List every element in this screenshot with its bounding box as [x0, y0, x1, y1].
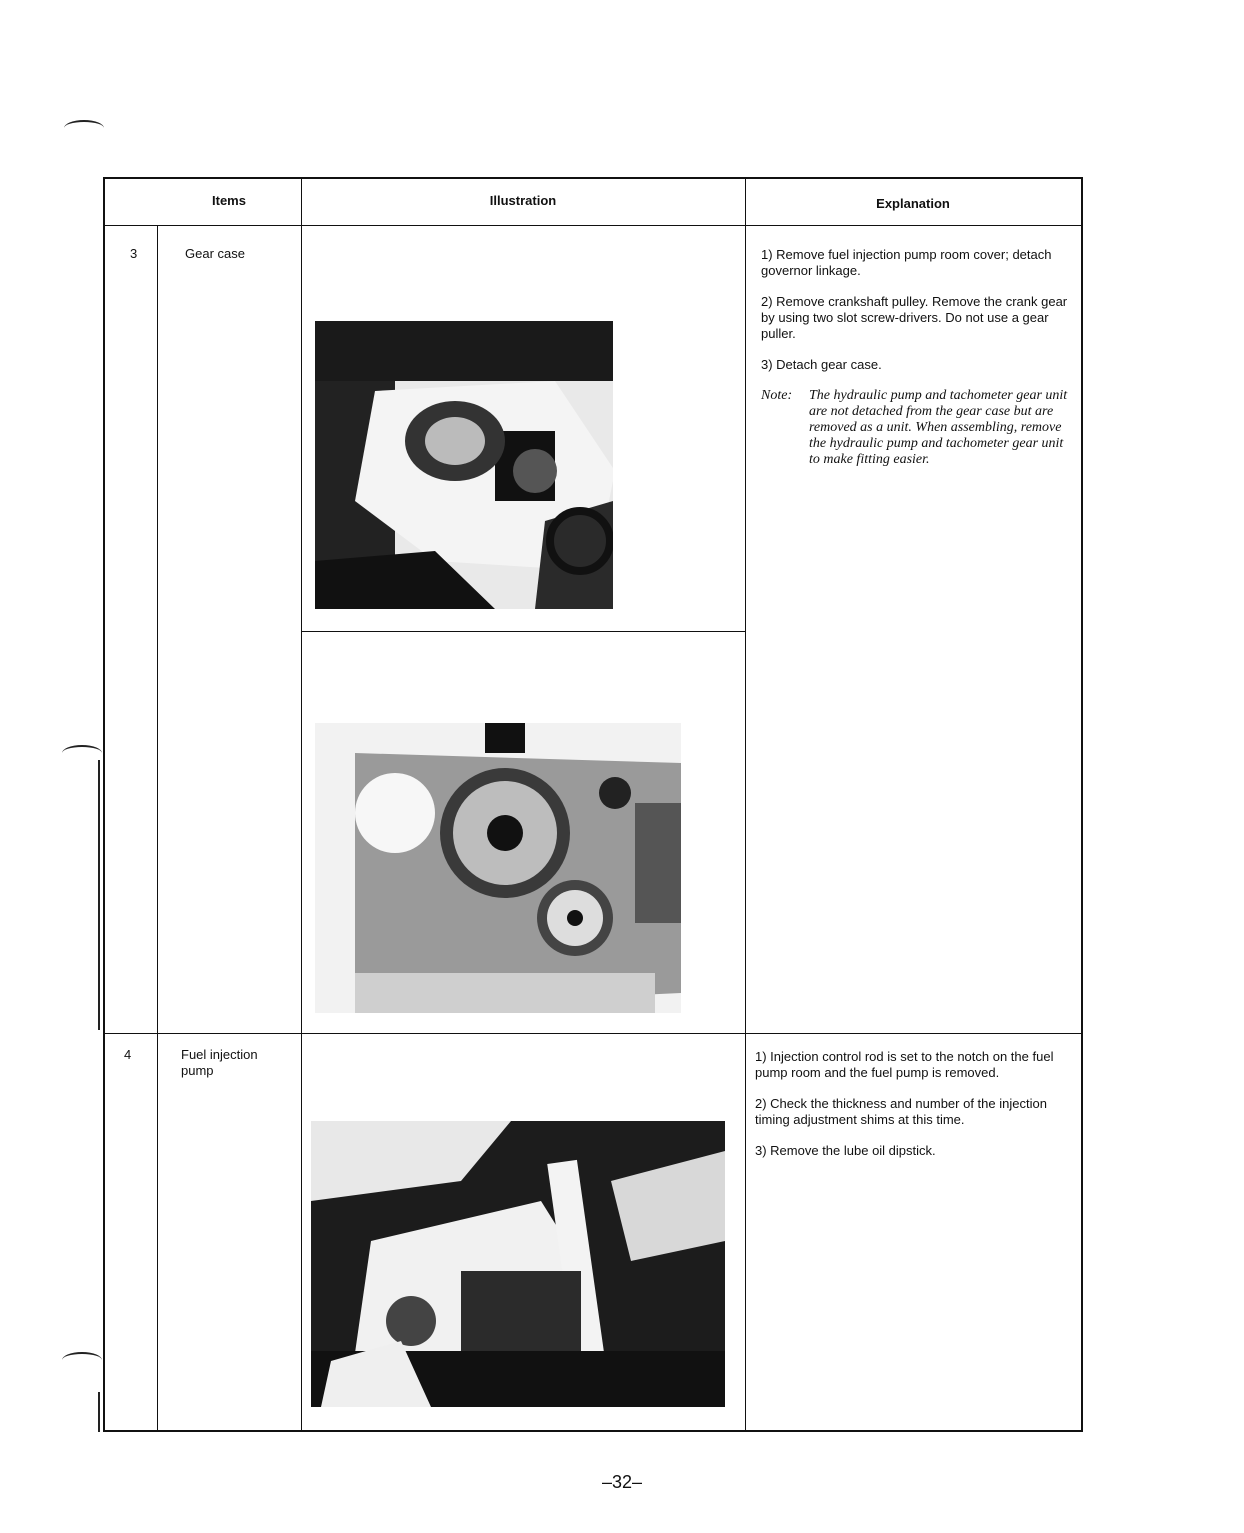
item-name: Fuel injection pump: [181, 1047, 258, 1078]
gear-case-photo: [315, 321, 613, 609]
explanation-step: 2) Check the thickness and number of the injection timing adjustment shims at this time.: [755, 1096, 1047, 1127]
header-divider: [105, 225, 1081, 226]
header-illustration: Illustration: [489, 193, 557, 208]
disassembly-table: [103, 177, 1083, 1432]
col-divider-items: [301, 179, 302, 1432]
binder-mark-top: [64, 120, 104, 136]
fuel-pump-photo: [311, 1121, 725, 1407]
binder-mark-middle: [62, 745, 102, 761]
col-divider-illustration: [745, 179, 746, 1432]
gear-train-photo-image: [315, 723, 681, 1013]
row-number: 4: [124, 1047, 132, 1062]
gear-train-photo: [315, 723, 681, 1013]
explanation-step: 3) Detach gear case.: [761, 357, 882, 372]
margin-rule-upper: [98, 760, 100, 1030]
col-divider-number: [157, 225, 158, 1432]
photo-divider: [301, 631, 745, 632]
item-name: Gear case: [185, 246, 245, 261]
note-text: The hydraulic pump and tachometer gear unit are not detached from the gear case but are removed as a unit. When assembling, remove the hydraulic pump and tachometer gear unit to make fitting easier.: [809, 388, 1068, 467]
explanation-step: 1) Injection control rod is set to the notch on the fuel pump room and the fuel pump is removed.: [755, 1049, 1054, 1080]
fuel-pump-photo-image: [311, 1121, 725, 1407]
gear-case-photo-image: [315, 321, 613, 609]
row-divider: [105, 1033, 1081, 1034]
header-items: Items: [212, 193, 246, 208]
explanation-list: [761, 247, 1071, 468]
explanation-list: [755, 1049, 1073, 1174]
header-explanation: Explanation: [876, 196, 950, 211]
note: [761, 388, 1071, 468]
note-label: Note:: [761, 388, 793, 403]
explanation-step: 3) Remove the lube oil dipstick.: [755, 1143, 936, 1158]
explanation-step: 2) Remove crankshaft pulley. Remove the crank gear by using two slot screw-drivers. Do not use a gear puller.: [761, 294, 1068, 341]
explanation-step: 1) Remove fuel injection pump room cover; detach governor linkage.: [761, 247, 1052, 278]
margin-rule-lower: [98, 1392, 100, 1432]
row-number: 3: [130, 246, 138, 261]
page-number: –32–: [601, 1472, 643, 1492]
binder-mark-bottom: [62, 1352, 102, 1368]
